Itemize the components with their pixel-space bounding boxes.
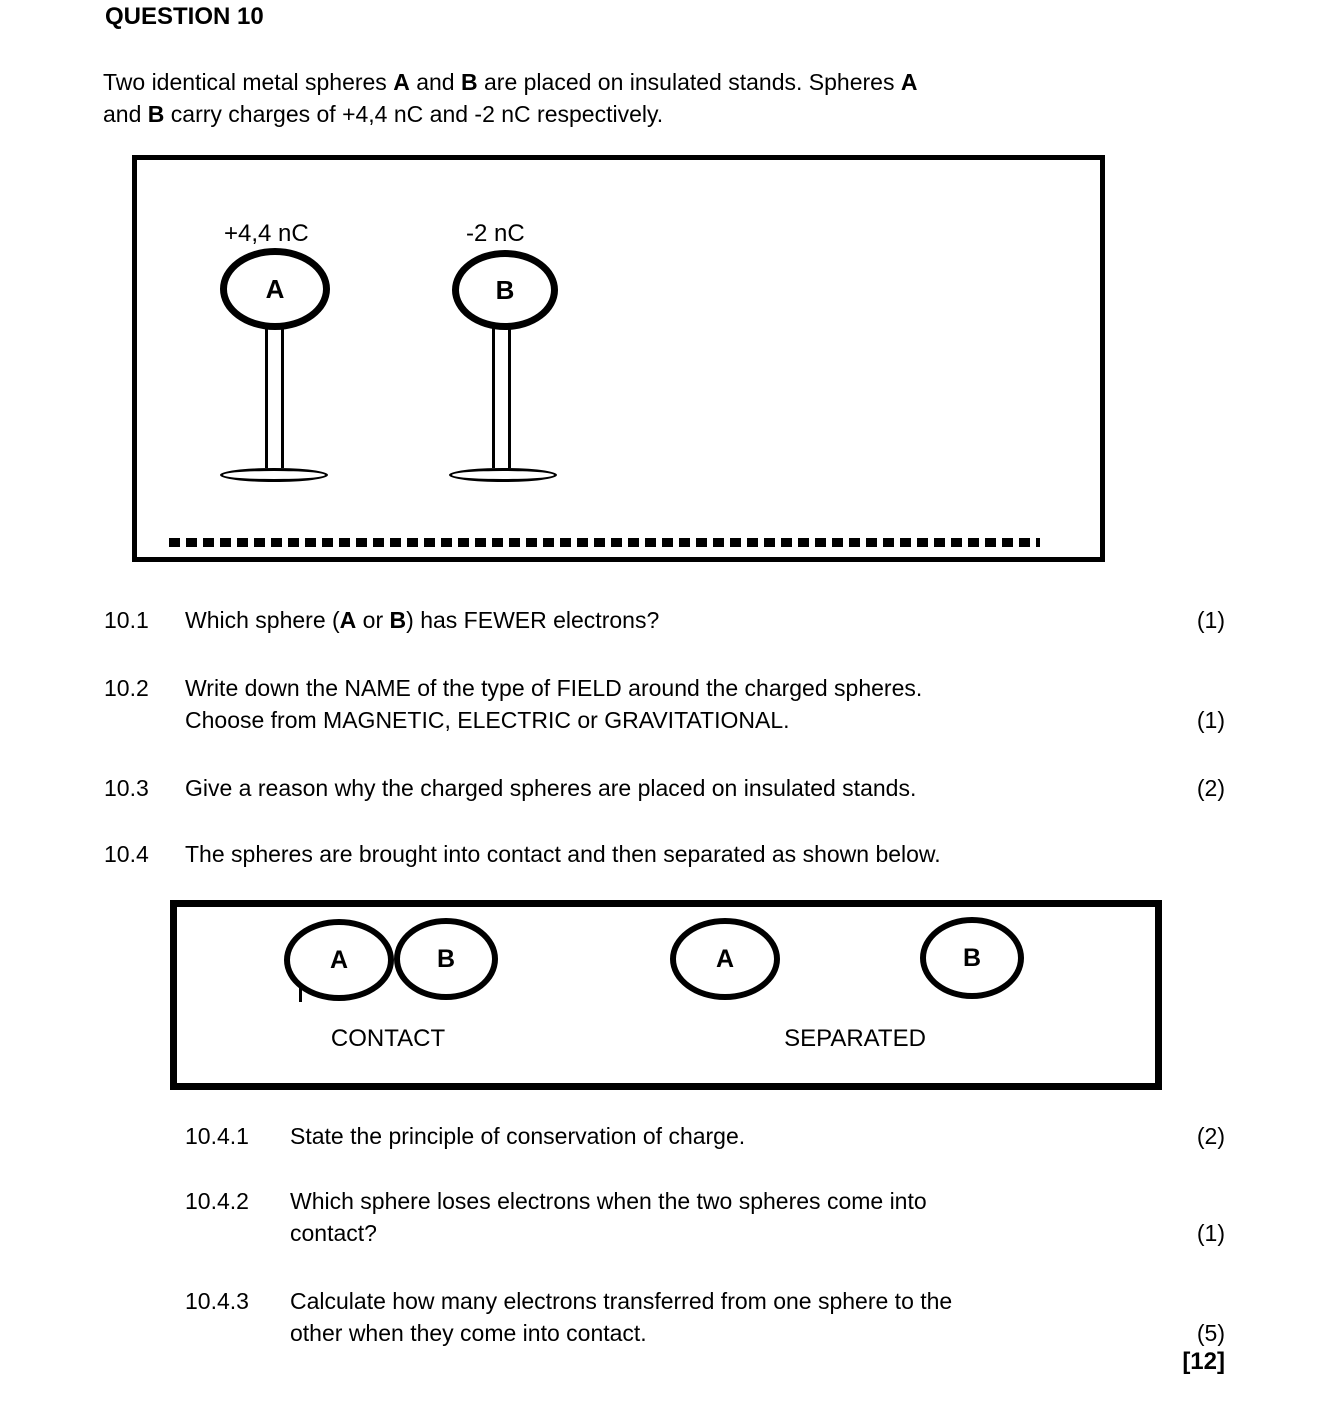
text-segment: Give a reason why the charged spheres are placed on insulated stands. — [185, 775, 917, 801]
question-line — [185, 672, 1165, 704]
question-10-4-2 — [185, 1185, 1225, 1249]
question-marks: (2) — [1196, 1123, 1225, 1149]
intro-line-1 — [103, 66, 917, 98]
question-number: 10.1 — [104, 607, 149, 633]
text-segment: Two identical metal spheres — [103, 69, 394, 95]
charge-label-a: +4,4 nC — [224, 220, 309, 247]
bold-text-segment: B — [460, 69, 478, 95]
question-line — [185, 704, 1165, 736]
question-line — [290, 1317, 1165, 1349]
bold-text-segment: A — [900, 69, 918, 95]
text-segment: and — [409, 69, 461, 95]
question-line — [290, 1185, 1165, 1217]
ground-dashed-line — [169, 538, 1040, 547]
question-10-3 — [104, 772, 1225, 804]
question-text — [290, 1120, 1165, 1152]
question-line — [290, 1120, 1165, 1152]
question-marks: (1) — [1196, 607, 1225, 633]
question-10-1 — [104, 604, 1225, 636]
separated-sphere-a — [670, 918, 780, 1000]
bold-text-segment: A — [339, 607, 357, 633]
text-segment: Write down the NAME of the type of FIELD around the charged spheres. — [185, 675, 923, 701]
figure-charged-spheres — [132, 155, 1105, 562]
text-segment: Which sphere loses electrons when the two spheres come into — [290, 1188, 927, 1214]
separated-sphere-b-letter: B — [962, 943, 982, 972]
contact-sphere-b-letter: B — [436, 944, 456, 973]
question-text — [185, 772, 1165, 804]
intro-line-2 — [103, 98, 917, 130]
question-line — [185, 838, 1165, 870]
question-number: 10.4.1 — [185, 1123, 249, 1149]
contact-caption: CONTACT — [330, 1025, 446, 1052]
text-segment: ) has FEWER electrons? — [406, 607, 660, 633]
stray-mark — [299, 986, 302, 1002]
total-marks: [12] — [1182, 1348, 1225, 1375]
question-number: 10.4 — [104, 841, 149, 867]
separated-caption: SEPARATED — [784, 1025, 926, 1052]
question-number: 10.4.2 — [185, 1188, 249, 1214]
separated-sphere-a-letter: A — [715, 944, 735, 973]
question-marks: (1) — [1196, 1220, 1225, 1246]
question-line — [290, 1217, 1165, 1249]
stand-stem-a — [265, 326, 284, 468]
question-10-2 — [104, 672, 1225, 736]
text-segment: and — [103, 101, 148, 127]
question-text — [185, 604, 1165, 636]
figure-contact-separated — [170, 900, 1162, 1090]
question-10-4 — [104, 838, 1225, 870]
text-segment: contact? — [290, 1220, 377, 1246]
bold-text-segment: B — [389, 607, 407, 633]
stand-stem-b — [492, 326, 511, 468]
stand-base-a — [220, 468, 328, 482]
question-text — [185, 672, 1165, 736]
text-segment: carry charges of +4,4 nC and -2 nC respectively. — [164, 101, 664, 127]
sphere-b — [452, 250, 558, 330]
charge-label-b: -2 nC — [466, 220, 525, 247]
question-text — [185, 838, 1165, 870]
question-title: QUESTION 10 — [105, 3, 264, 30]
sphere-b-letter: B — [495, 274, 515, 305]
text-segment: Choose from MAGNETIC, ELECTRIC or GRAVITATIONAL. — [185, 707, 790, 733]
question-marks: (2) — [1196, 775, 1225, 801]
intro-paragraph — [103, 66, 917, 130]
bold-text-segment: A — [393, 69, 410, 95]
sphere-a — [220, 248, 330, 330]
separated-sphere-b — [920, 917, 1024, 999]
contact-sphere-b — [394, 918, 498, 1000]
question-line — [185, 604, 1165, 636]
question-10-4-3 — [185, 1285, 1225, 1349]
question-marks: (1) — [1196, 707, 1225, 733]
bold-text-segment: B — [147, 101, 165, 127]
text-segment: Calculate how many electrons transferred from one sphere to the — [290, 1288, 953, 1314]
sphere-a-letter: A — [265, 273, 285, 304]
text-segment: State the principle of conservation of charge. — [290, 1123, 746, 1149]
question-line — [185, 772, 1165, 804]
question-marks: (5) — [1196, 1320, 1225, 1346]
text-segment: Which sphere ( — [185, 607, 340, 633]
question-text — [290, 1285, 1165, 1349]
stand-base-b — [449, 468, 557, 482]
contact-sphere-a-letter: A — [329, 945, 349, 974]
question-number: 10.2 — [104, 675, 149, 701]
question-text — [290, 1185, 1165, 1249]
text-segment: other when they come into contact. — [290, 1320, 647, 1346]
question-10-4-1 — [185, 1120, 1225, 1152]
text-segment: The spheres are brought into contact and then separated as shown below. — [185, 841, 941, 867]
question-number: 10.4.3 — [185, 1288, 249, 1314]
question-line — [290, 1285, 1165, 1317]
text-segment: or — [356, 607, 390, 633]
text-segment: are placed on insulated stands. Spheres — [477, 69, 901, 95]
question-number: 10.3 — [104, 775, 149, 801]
